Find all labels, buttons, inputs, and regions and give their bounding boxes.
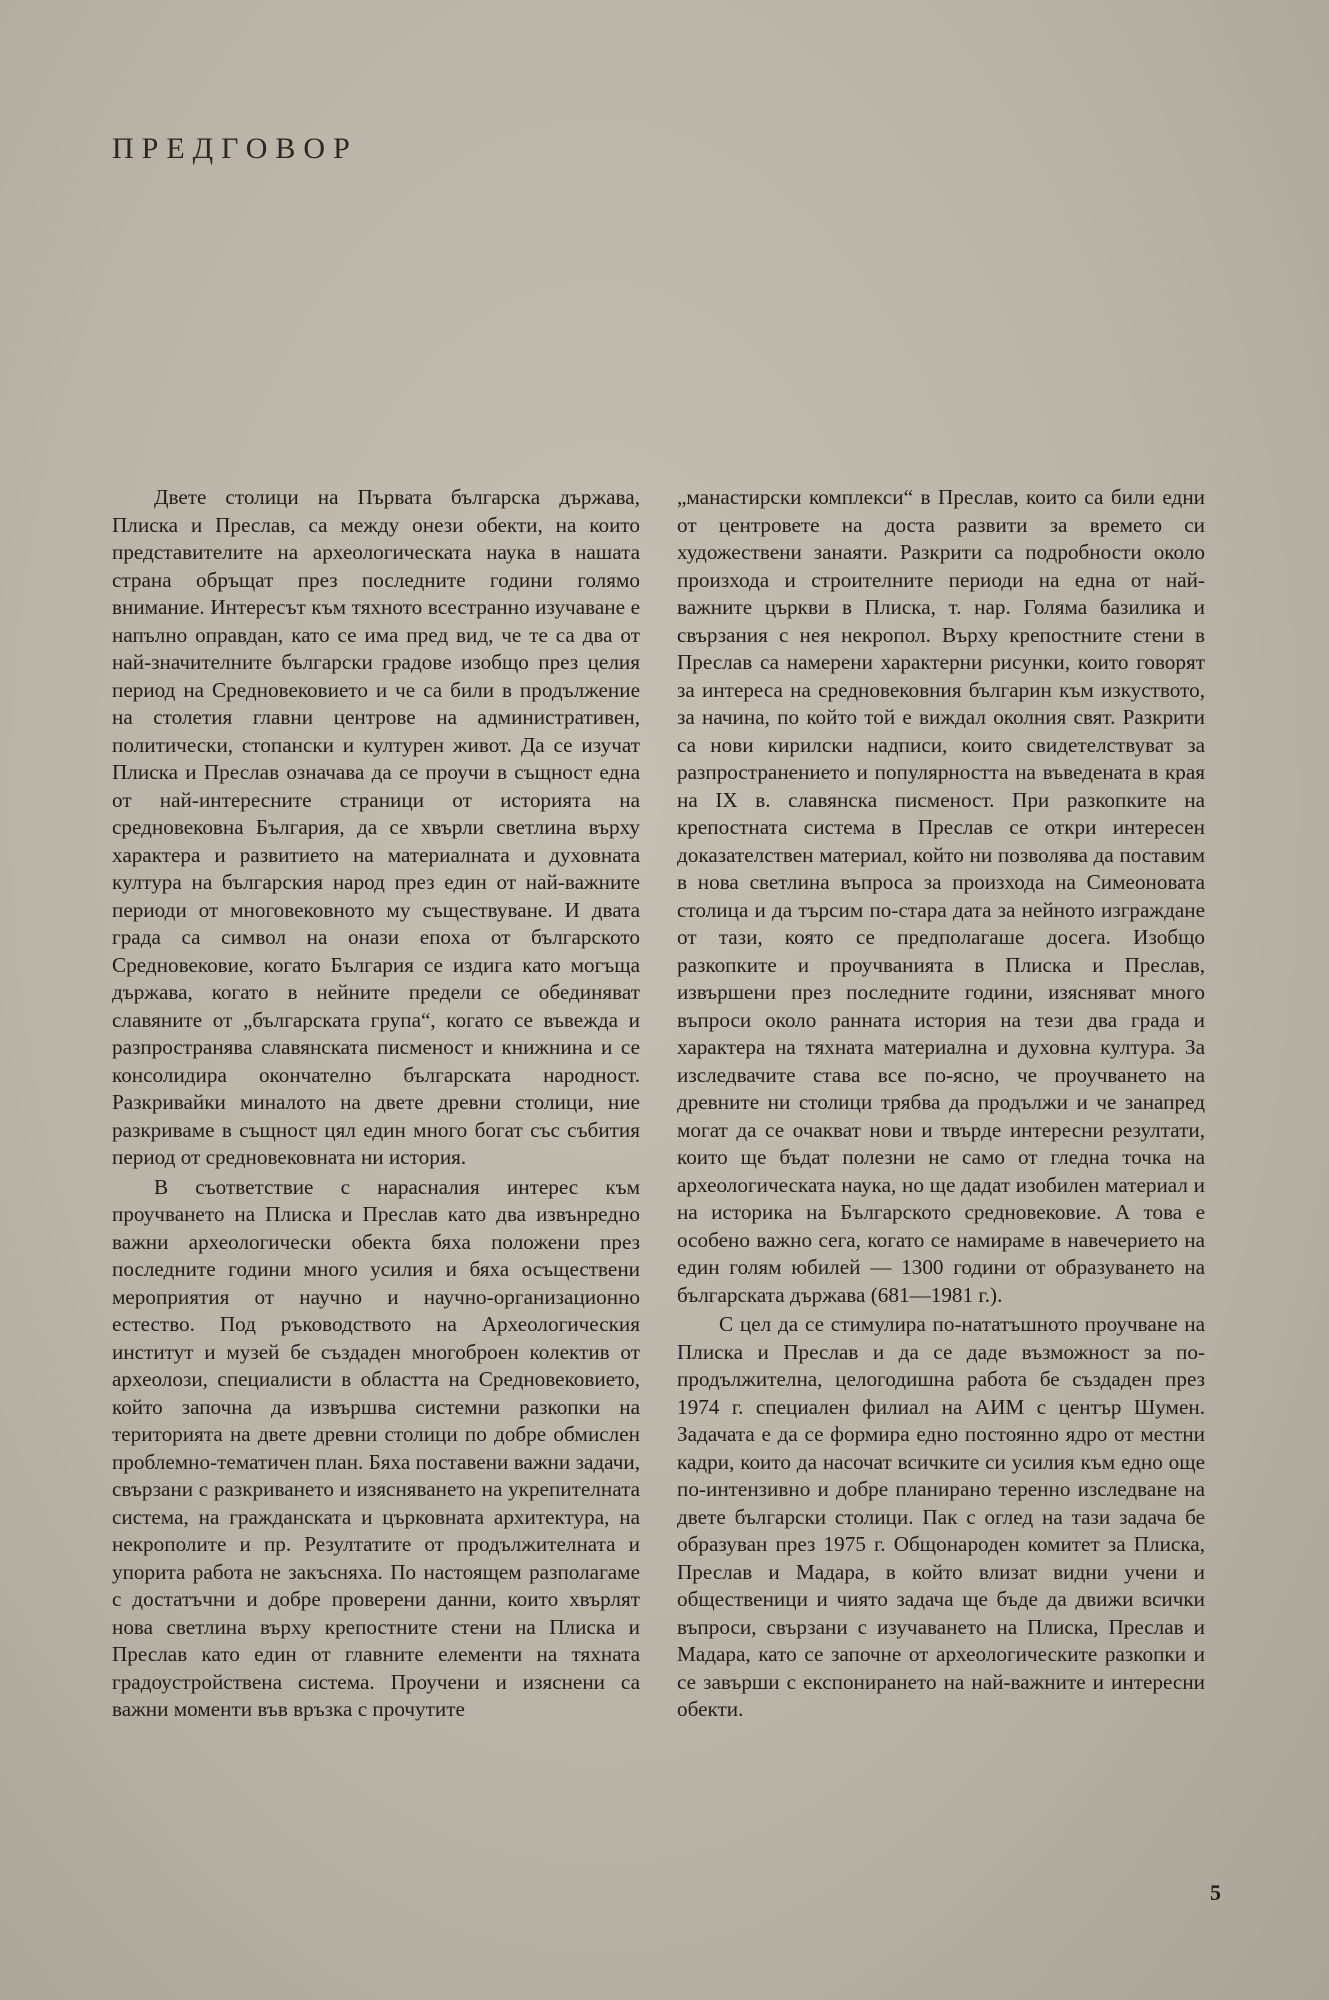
left-column <box>112 484 640 1884</box>
paragraph-organization: С цел да се стимулира по-нататъшното проучване на Плиска и Преслав и да се даде възможност за по-продължителна, целогодишна работа бе създаден през 1974 г. специален филиал на АИМ с център Шумен. Задачата е да се формира едно постоянно ядро от местни кадри, които да насочат всичките си усилия към едно още по-интензивно и добре планирано теренно изследване на двете български столици. Пак с оглед на тази задача бе образуван през 1975 г. Общонароден комитет за Плиска, Преслав и Мадара, в който влизат видни учени и общественици и чиято задача ще бъде да движи всички въпроси, свързани с изучаването на Плиска, Преслав и Мадара, като се започне от археологическите разкопки и се завърши с експонирането на най-важните и интересни обекти. <box>677 1312 1205 1721</box>
right-column <box>677 484 1205 1884</box>
paragraph-findings: „манастирски комплекси“ в Преслав, които са били едни от центровете на доста развити за времето си художествени занаяти. Разкрити са подробности около произхода и строителните периоди на една от най-важните църкви в Плиска, т. нар. Голяма базилика и свързания с нея некропол. Върху крепостните стени в Преслав са намерени характерни рисунки, които говорят за интереса на средновековния българин към изкуството, за начина, по който той е виждал околния свят. Разкрити са нови кирилски надписи, които свидетелствуват за разпространението и популярността на въведената в края на IX в. славянска писменост. При разкопките на крепостната система в Преслав се откри интересен доказателствен материал, който ни позволява да поставим в нова светлина въпроса за произхода на Симеоновата столица и да търсим по-стара дата за нейното изграждане от тази, която се предполагаше досега. Изобщо разкопките и проучванията в Плиска и Преслав, извършени през последните години, изясняват много въпроси около ранната история на тези два града и характера на тяхната материална и духовна култура. За изследвачите става все по-ясно, че проучването на древните ни столици трябва да продължи и че занапред могат да се очакват нови и твърде интересни резултати, които ще бъдат полезни не само от гледна точка на археологическата наука, но ще дадат изобилен материал и на историка на Българското средновековие. А това е особено важно сега, когато се намираме в навечерието на един голям юбилей — 1300 години от образуването на българската държава (681—1981 г.). <box>677 485 1205 1307</box>
paragraph-intro: Двете столици на Първата българска държава, Плиска и Преслав, са между онези обекти, на които представителите на археологическата наука в нашата страна обръщат през последните години голямо внимание. Интересът към тяхното всестранно изучаване е напълно оправдан, като се има пред вид, че те са два от най-значителните български градове изобщо през целия период на Средновековието и че са били в продължение на столетия главни центрове на административен, политически, стопански и културен живот. Да се изучат Плиска и Преслав означава да се проучи в същност една от най-интересните страници от историята на средновековна България, да се хвърли светлина върху характера и развитието на материалната и духовната култура на българския народ през един от най-важните периоди от многовековното му съществуване. И двата града са символ на онази епоха от българското Средновековие, когато България се издига като могъща държава, когато в нейните предели се обединяват славяните от „българската група“, когато се въвежда и разпространява славянската писменост и книжнина и се консолидира окончателно българската народност. Разкривайки миналото на двете древни столици, ние разкриваме в същност цял един много богат със събития период от средновековната ни история. <box>112 485 640 1169</box>
page-title: ПРЕДГОВОР <box>112 132 358 166</box>
page-number: 5 <box>1210 1880 1221 1905</box>
paragraph-research-efforts: В съответствие с нараснaлия интерес към проучването на Плиска и Преслав като два извънредно важни археологически обекта бяха положени през последните години много усилия и бяха осъществени мероприятия от научно и научно-организационно естество. Под ръководството на Археологическия институт и музей бе създаден многоброен колектив от археолози, специалисти в областта на Средновековието, който започна да извършва системни разкопки на територията на двете древни столици по добре обмислен проблемно-тематичен план. Бяха поставени важни задачи, свързани с разкриването и изясняването на укрепителната система, на гражданската и църковната архитектура, на некрополите и пр. Резултатите от продължителната и упорита работа не закъсняха. По настоящем разполагаме с достатъчни и добре проверени данни, които хвърлят нова светлина върху крепостните стени на Плиска и Преслав като един от главните елементи на тяхната градоустройствена система. Проучени и изяснени са важни моменти във връзка с прочутите <box>112 1174 640 1721</box>
